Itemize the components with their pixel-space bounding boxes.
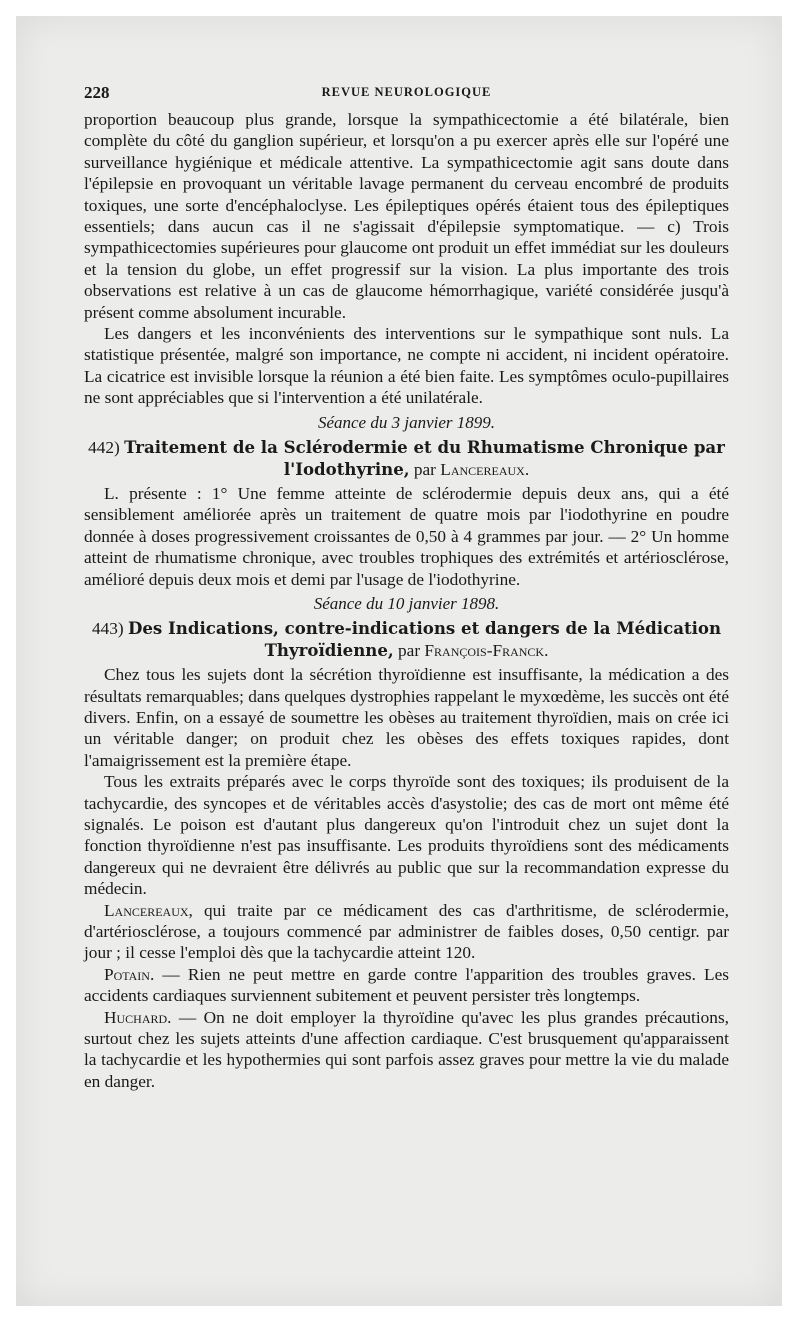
entry-443-number: 443) xyxy=(91,619,124,639)
paragraph-443-e-text: — On ne doit employer la thyroïdine qu'avec les plus grandes précautions, surtout chez les sujets atteints d'une affection cardiaque. C'est brusquement qu'apparaissent la tachycardie et les hypothermies qui sont parfois assez graves pour mettre la vie du malade en danger. xyxy=(84,1007,729,1091)
journal-title: REVUE NEUROLOGIQUE xyxy=(321,85,492,99)
paragraph-443-d-text: — Rien ne peut mettre en garde contre l'apparition des troubles graves. Les accidents cardiaques surviennent subitement et peuvent persister très longtemps. xyxy=(84,964,729,1006)
session-heading-1: Séance du 3 janvier 1899. xyxy=(317,412,496,432)
session-heading-2: Séance du 10 janvier 1898. xyxy=(313,593,500,613)
entry-443-title: Des Indications, contre-indications et dangers de la Médication Thyroïdienne, xyxy=(127,618,722,660)
paragraph-continued: proportion beaucoup plus grande, lorsque la sympathicectomie a été bilatérale, bien complète du côté du ganglion supérieur, et lorsqu'on a pu exercer après elle sur l'opéré une surveillance hygiénique et médicale attentive. La sympathicectomie agit sans doute dans l'épilepsie en provoquant un véritable lavage permanent du cerveau encombré de produits toxiques, une sorte d'encéphaloclyse. Les épileptiques opérés étaient tous des épileptiques essentiels; dans aucun cas il ne s'agissait d'épilepsie symptomatique. — c) Trois sympathicectomies supérieures pour glaucome ont produit un effet immédiat sur les douleurs et la tension du globe, un effet progressif sur la vision. La plus importante des trois observations est relative à un cas de glaucome hémorrhagique, variété considérée jusqu'à présent comme absolument incurable. xyxy=(84,110,729,322)
paragraph-443-b: Tous les extraits préparés avec le corps thyroïde sont des toxiques; ils produisent de la tachycardie, des syncopes et de véritables accès d'asystolie; des cas de mort ont même été signalés. Le poison est d'autant plus dangereux qu'on l'introduit chez un sujet dont la fonction thyroïdienne n'est pas insuffisante. Les produits thyroïdiens sont des médicaments dangereux qui ne devraient être délivrés au public que sur la recommandation expresse du médecin. xyxy=(84,772,729,899)
speaker-huchard: Huchard. xyxy=(104,1007,172,1027)
speaker-lancereaux: Lancereaux, xyxy=(104,900,193,920)
paragraph-443-e xyxy=(84,1007,729,1093)
entry-443-author: François-Franck. xyxy=(424,640,549,660)
entry-442-number: 442) xyxy=(88,438,120,458)
page-content xyxy=(84,83,729,1092)
paragraph-443-d xyxy=(84,964,729,1007)
paragraph-dangers: Les dangers et les inconvénients des interventions sur le sympathique sont nuls. La statistique présentée, malgré son importance, ne compte ni accident, ni incident opératoire. La cicatrice est invisible lorsque la réunion a été bien faite. Les symptômes oculo-pupillaires ne sont appréciables que si l'intervention a été unilatérale. xyxy=(84,324,729,408)
entry-442-author: Lancereaux. xyxy=(440,459,530,479)
scanned-page xyxy=(16,16,782,1306)
page-number: 228 xyxy=(84,83,110,102)
running-head xyxy=(84,83,729,109)
paragraph-443-a: Chez tous les sujets dont la sécrétion thyroïdienne est insuffisante, la médication a des résultats remarquables; dans quelques dystrophies rappelant le myxœdème, les succès ont été divers. Enfin, on a essayé de soumettre les obèses au traitement thyroïdien, mais on crée ici un véritable danger; on produit chez les obèses des effets toxiques rapides, dont l'amaigrissement est la première étape. xyxy=(84,665,729,770)
paragraph-443-c-text: qui traite par ce médicament des cas d'arthritisme, de sclérodermie, d'artériosclérose, a toujours commencé par administrer de faibles doses, 0,50 centigr. par jour ; il cesse l'emploi dès que la tachycardie atteint 120. xyxy=(84,900,729,963)
entry-442-heading xyxy=(84,437,729,480)
paragraph-442: L. présente : 1° Une femme atteinte de sclérodermie depuis deux ans, qui a été sensiblement améliorée après un traitement de quatre mois par l'iodothyrine en poudre donnée à doses progressivement croissantes de 0,50 à 4 grammes par jour. — 2° Un homme atteint de rhumatisme chronique, avec troubles trophiques des extrémités et artériosclérose, amélioré depuis deux mois et demi par l'usage de l'iodothyrine. xyxy=(84,483,729,589)
entry-443-heading xyxy=(84,618,729,661)
speaker-potain: Potain. xyxy=(104,964,155,984)
entry-443-by: par xyxy=(398,640,421,660)
entry-442-title: Traitement de la Sclérodermie et du Rhumatisme Chronique par l'Iodothyrine, xyxy=(124,437,725,479)
entry-442-by: par xyxy=(413,459,436,479)
paragraph-443-c xyxy=(84,900,729,964)
